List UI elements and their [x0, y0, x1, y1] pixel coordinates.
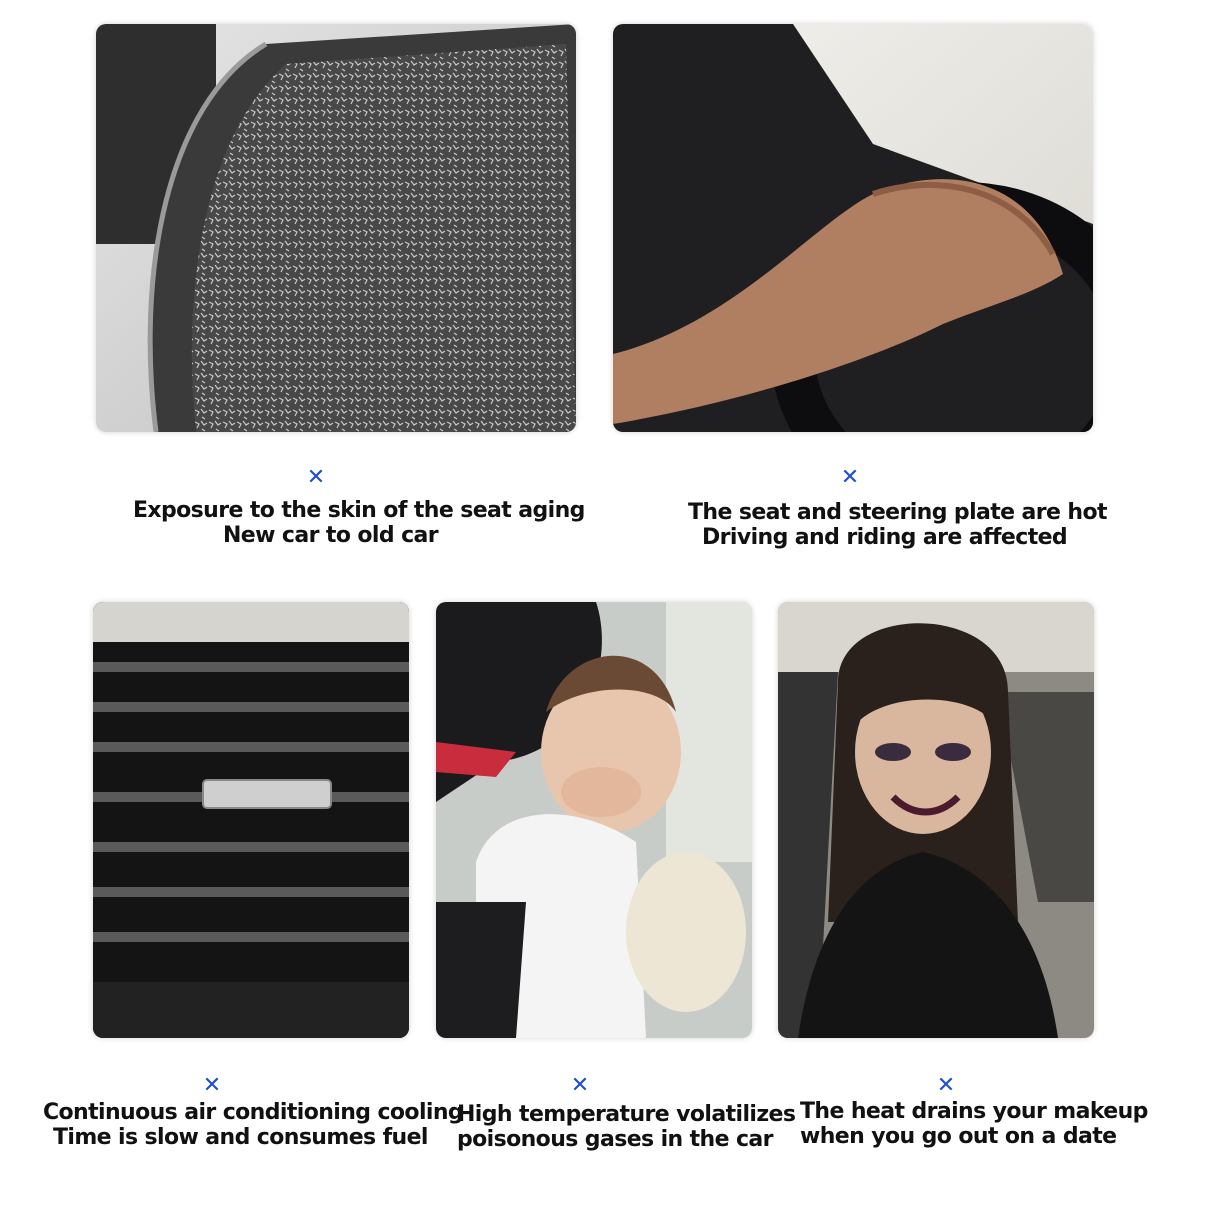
caption-line-2: when you go out on a date [800, 1124, 1117, 1149]
caption-hot-steering [688, 500, 1107, 550]
caption-line-2: Driving and riding are affected [702, 525, 1068, 550]
photo-air-vent [93, 602, 409, 1038]
caption-seat-aging [133, 498, 585, 548]
caption-line-1: High temperature volatilizes [457, 1102, 796, 1127]
caption-line-1: The seat and steering plate are hot [688, 500, 1107, 525]
photo-child-covering-mouth [436, 602, 752, 1038]
close-icon: ✕ [306, 465, 326, 490]
caption-line-1: The heat drains your makeup [800, 1099, 1148, 1124]
caption-line-2: poisonous gases in the car [457, 1127, 773, 1152]
close-icon: ✕ [840, 465, 860, 490]
caption-poisonous-gases [457, 1102, 795, 1152]
close-icon: ✕ [202, 1073, 222, 1098]
close-icon: ✕ [936, 1073, 956, 1098]
caption-line-2: New car to old car [223, 523, 439, 548]
caption-makeup [800, 1099, 1148, 1149]
caption-line-2: Time is slow and consumes fuel [53, 1125, 428, 1150]
photo-hot-steering-wheel [613, 24, 1093, 432]
photo-cracked-seat [96, 24, 576, 432]
caption-air-conditioning [43, 1100, 463, 1150]
photo-girl-makeup [778, 602, 1094, 1038]
close-icon: ✕ [570, 1073, 590, 1098]
caption-line-1: Continuous air conditioning cooling [43, 1100, 464, 1125]
caption-line-1: Exposure to the skin of the seat aging [133, 498, 585, 523]
